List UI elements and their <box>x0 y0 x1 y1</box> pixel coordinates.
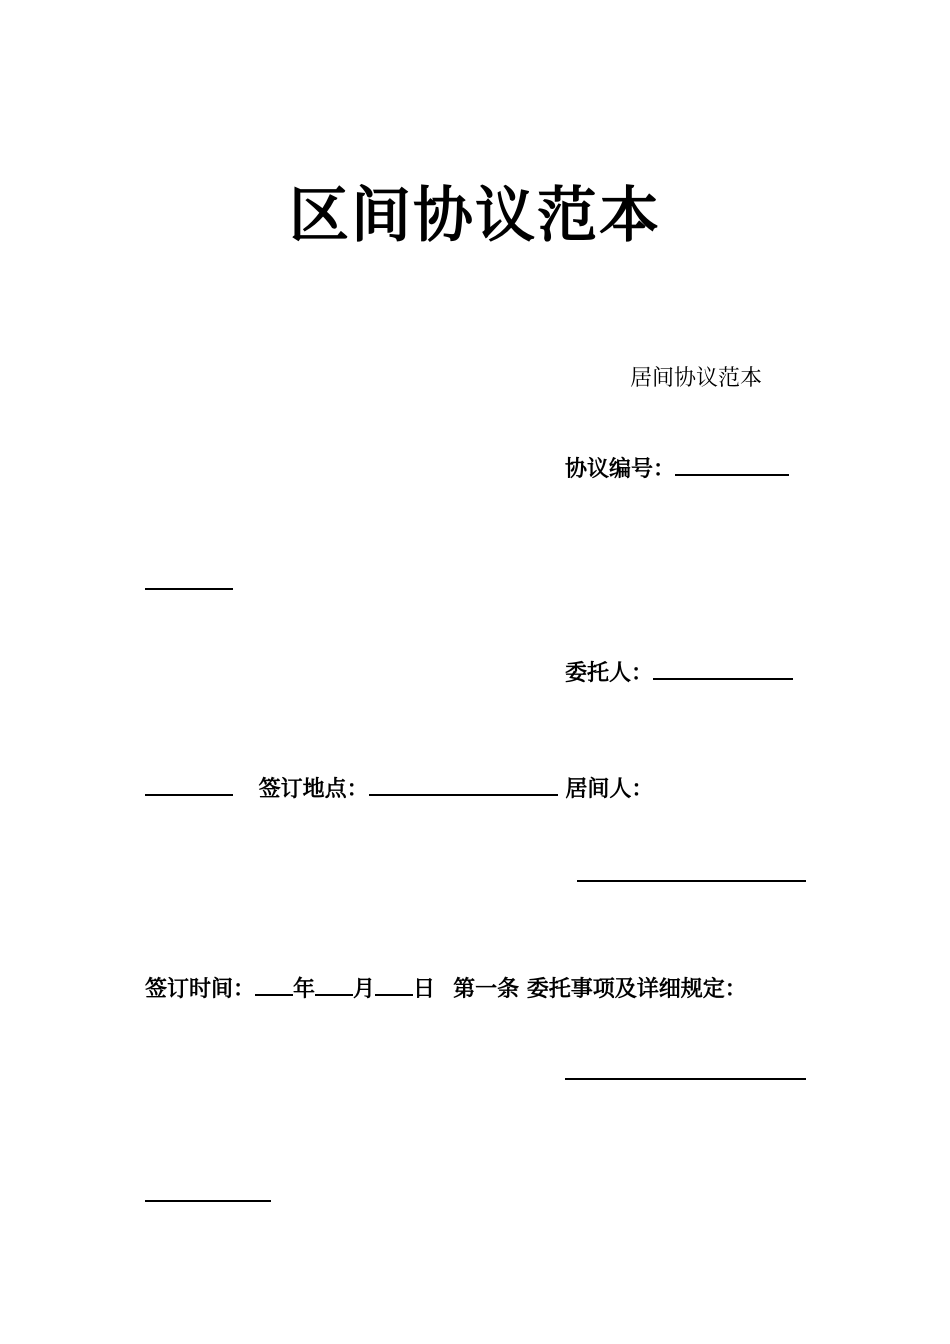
day-label: 日 <box>413 976 436 1002</box>
signing-time-line <box>145 972 747 1004</box>
signing-place-blank <box>369 772 558 796</box>
month-blank <box>315 972 353 996</box>
year-label: 年 <box>293 976 316 1002</box>
blank-line <box>145 1178 271 1202</box>
agreement-number-label: 协议编号： <box>565 456 676 482</box>
year-blank <box>255 972 293 996</box>
client-blank-continued <box>145 772 233 796</box>
signing-place-line <box>145 772 653 804</box>
agreement-number-blank <box>675 452 789 476</box>
article-one-heading: 第一条 委托事项及详细规定： <box>453 976 747 1002</box>
agreement-number-blank-continued <box>145 566 233 598</box>
intermediary-blank <box>577 858 806 882</box>
article-one-blank-line <box>565 1056 806 1088</box>
client-blank <box>653 656 793 680</box>
signing-time-label: 签订时间： <box>145 976 256 1002</box>
intermediary-label: 居间人： <box>565 776 654 802</box>
signing-place-label: 签订地点： <box>258 776 369 802</box>
client-label: 委托人： <box>565 660 654 686</box>
blank-line <box>145 566 233 590</box>
article-one-blank <box>565 1056 806 1080</box>
intermediary-blank-line <box>577 858 806 890</box>
document-subtitle: 居间协议范本 <box>630 366 763 391</box>
agreement-number-line <box>565 452 789 484</box>
client-line <box>565 656 793 688</box>
article-one-blank-continued <box>145 1178 271 1210</box>
day-blank <box>375 972 413 996</box>
document-title: 区间协议范本 <box>289 181 661 251</box>
month-label: 月 <box>353 976 376 1002</box>
